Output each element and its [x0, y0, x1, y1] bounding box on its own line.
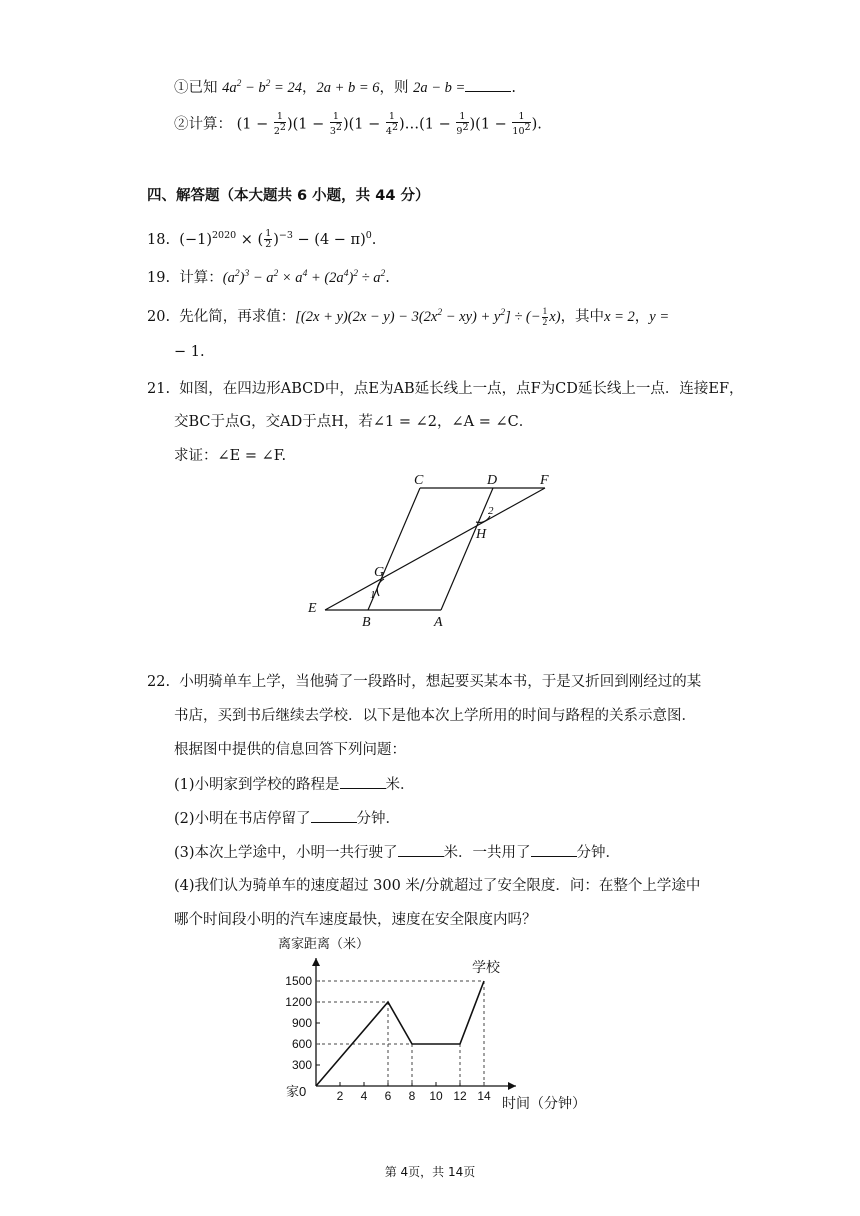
q22-sub4-line1: (4)我们认为骑单车的速度超过 300 米/分就超过了安全限度．问：在整个上学途中	[174, 878, 701, 894]
q18: 18. $(-1)^{2020}$ × ( $\frac{1}{2}$ )$^{-3} - (4 - \pi)^0$.	[147, 228, 377, 251]
y-tick-label: 300	[291, 1058, 312, 1072]
x-tick-label: 14	[477, 1089, 491, 1103]
q22-number: 22.	[147, 674, 171, 690]
answer-blank[interactable]	[465, 77, 511, 92]
series-line	[316, 981, 484, 1086]
y-tick-label: 1200	[285, 995, 312, 1009]
q22-text1: 小明骑单车上学，当他骑了一段路时，想起要买某本书，于是又折回到刚经过的某	[179, 674, 702, 690]
label-D: D	[487, 473, 498, 488]
x-tick-label: 2	[336, 1089, 344, 1103]
answer-blank[interactable]	[531, 842, 577, 857]
q17-part2-prefix: ②计算：	[174, 116, 232, 133]
q22-sub3-text: (3)本次上学途中，小明一共行驶了	[174, 845, 398, 861]
school-label: 学校	[472, 959, 500, 975]
answer-blank[interactable]	[340, 774, 386, 789]
x-tick-label: 10	[429, 1089, 443, 1103]
distance-time-chart	[270, 930, 600, 1115]
answer-blank[interactable]	[398, 842, 444, 857]
q22-sub3-text2: 米．一共用了	[443, 845, 531, 861]
q22-sub1-unit: 米．	[385, 777, 415, 793]
y-axis-arrow	[312, 958, 320, 966]
q20-line2: − 1.	[174, 344, 205, 360]
y-tick-label: 600	[291, 1037, 312, 1051]
x-tick-label: 6	[384, 1089, 392, 1103]
q17-part2: ②计算： (1 − $\frac{1}{2^2}$ )(1 − $\frac{1}{3^2}$ )(1 − $\frac{1}{4^2}$ )…(1 − $\frac{1}{9^2}$ )(1 − $\frac{1}{10^2}$ ).	[174, 111, 542, 138]
q17-part1: ①已知 $4a^2 - b^2 = 24$，2a + b = 6，则 2a − b = .	[174, 74, 516, 98]
q22-sub2-text: (2)小明在书店停留了	[174, 811, 311, 827]
label-C: C	[414, 473, 424, 488]
q22-sub2	[174, 808, 400, 829]
q20-line1: 20. 先化简，再求值：$[(2x + y)(2x - y) - 3(2x^2 - xy) + y^2]$ ÷ (− $\frac{1}{2}$ x)，其中x = 2，y =	[147, 307, 670, 328]
q20-number: 20.	[147, 308, 171, 325]
angle-1-label: 1	[370, 589, 376, 601]
q21-line2: 交BC于点G，交AD于点H，若∠1 = ∠2，∠A = ∠C．	[174, 414, 534, 430]
x-tick-label: 12	[453, 1089, 467, 1103]
x-tick-label: 8	[408, 1089, 416, 1103]
x-tick-label: 4	[360, 1089, 368, 1103]
answer-blank[interactable]	[311, 808, 357, 823]
x-axis-label: 时间（分钟）	[502, 1095, 586, 1111]
label-A: A	[434, 615, 443, 630]
label-B: B	[362, 615, 371, 630]
y-tick-label: 1500	[285, 974, 312, 988]
y-axis-label: 离家距离（米）	[278, 936, 370, 951]
q19-number: 19.	[147, 269, 171, 286]
q22-line1	[147, 672, 701, 692]
label-G: G	[374, 565, 385, 580]
q21-line3: 求证：∠E = ∠F.	[174, 448, 287, 464]
label-H: H	[476, 527, 487, 542]
page-footer: 第 4页，共 14页	[384, 1165, 476, 1179]
label-E: E	[308, 601, 317, 616]
angle-2-label: 2	[488, 505, 494, 517]
q22-sub1-text: (1)小明家到学校的路程是	[174, 777, 340, 793]
q22-sub3	[174, 842, 620, 863]
q18-number: 18.	[147, 231, 171, 248]
q22-sub1	[174, 774, 415, 795]
q21-number: 21.	[147, 381, 171, 397]
q22-sub2-unit: 分钟．	[356, 811, 401, 827]
q19: 19. 计算：$(a^2)^3 - a^2 \times a^4 + (2a^4)^2 \div a^2$.	[147, 269, 390, 286]
q22-line3: 根据图中提供的信息回答下列问题：	[174, 742, 406, 758]
section-heading: 四、解答题（本大题共 6 小题，共 44 分）	[147, 188, 430, 204]
q21-line1	[147, 379, 744, 399]
q17-part1-end: .	[511, 79, 516, 96]
q22-sub4-line2: 哪个时间段小明的汽车速度最快，速度在安全限度内吗？	[174, 912, 537, 928]
q22-sub3-unit: 分钟．	[576, 845, 621, 861]
q21-text1: 如图，在四边形ABCD中，点E为AB延长线上一点，点F为CD延长线上一点．连接EF，	[179, 381, 744, 397]
y-tick-label: 900	[291, 1016, 312, 1030]
origin-label: 家0	[286, 1084, 307, 1099]
q17-part1-prefix: ①已知	[174, 79, 218, 96]
q22-line2: 书店，买到书后继续去学校．以下是他本次上学所用的时间与路程的关系示意图．	[174, 708, 696, 724]
quadrilateral-figure	[300, 470, 570, 630]
x-axis-arrow	[508, 1082, 516, 1090]
label-F: F	[540, 473, 549, 488]
